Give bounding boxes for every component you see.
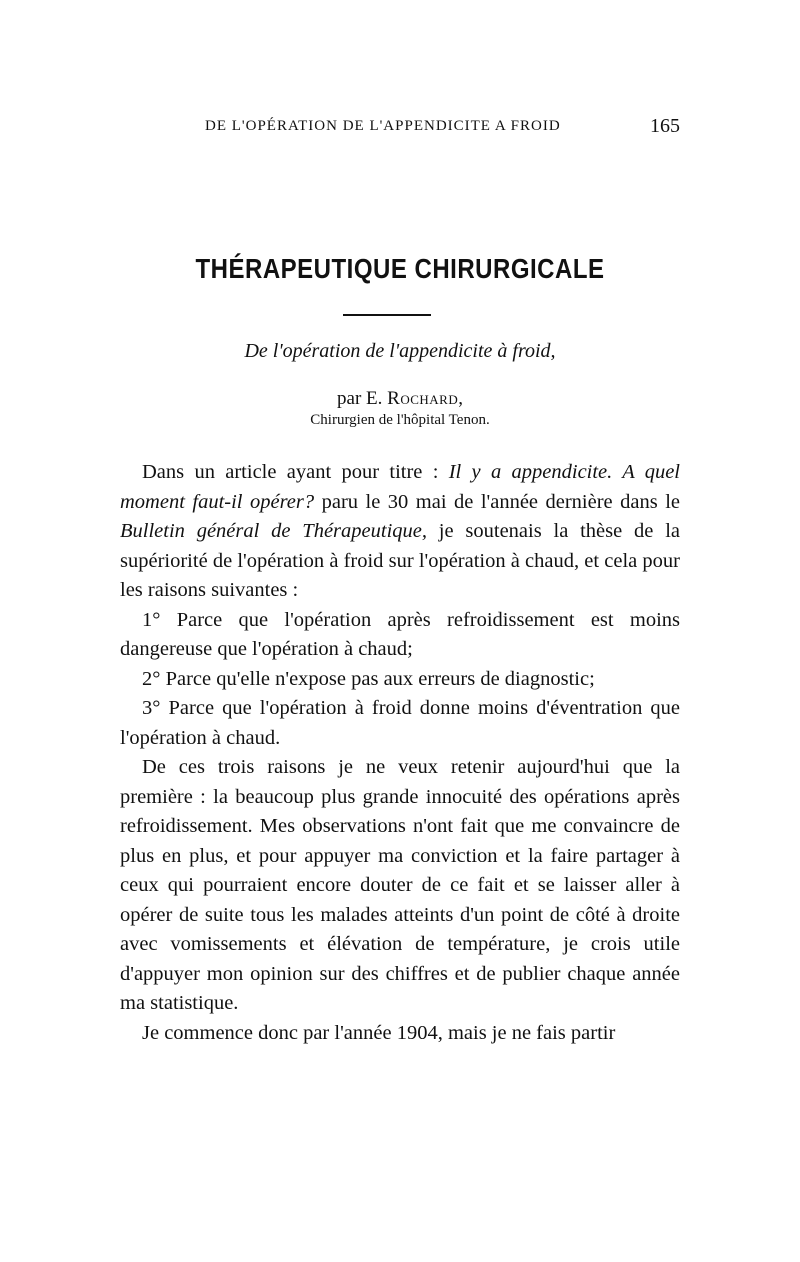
author-name: Rochard	[387, 388, 459, 409]
running-title: DE L'OPÉRATION DE L'APPENDICITE A FROID	[205, 118, 561, 134]
author-line	[120, 388, 680, 410]
body-text	[120, 458, 680, 1048]
author-prefix: par E.	[337, 388, 388, 409]
paragraph-text: je soutenais la thèse de la supériorité de l'opération à froid sur l'opération à chaud, et cela pour les raisons suivantes :	[120, 520, 680, 601]
paragraph-text: Dans un article ayant pour titre :	[142, 461, 449, 483]
paragraph-discussion: De ces trois raisons je ne veux retenir aujourd'hui que la première : la beaucoup plus grande innocuité des opérations après refroidissement. Mes observations n'ont fait que me convaincre de plus en plus, et pour appuyer ma conviction et la faire partager à ceux qui pourraient encore douter de ce fait et se laisser aller à opérer de suite tous les malades atteints d'un point de côté à droite avec vomissements et élévation de température, je crois utile d'appuyer mon opinion sur des chiffres et de publier chaque année ma statistique.	[120, 756, 680, 1014]
reason-2: 2° Parce qu'elle n'expose pas aux erreurs de diagnostic;	[142, 667, 595, 690]
reason-1: 1° Parce que l'opération après refroidissement est moins dangereuse que l'opération à chaud;	[120, 608, 680, 660]
paragraph-text: paru le 30 mai de l'année dernière dans le	[314, 490, 680, 513]
reason-3: 3° Parce que l'opération à froid donne moins d'éventration que l'opération à chaud.	[120, 697, 680, 749]
cited-article-title: Il y a appendicite. A quel moment faut-il opérer?	[120, 461, 680, 513]
cited-journal-title: Bulletin général de Thérapeutique,	[120, 520, 427, 542]
article-title: De l'opération de l'appendicite à froid,	[244, 340, 556, 362]
title-divider	[343, 314, 431, 316]
page-number: 165	[650, 115, 680, 137]
author-role: Chirurgien de l'hôpital Tenon.	[310, 412, 490, 428]
paragraph-intro	[120, 458, 680, 606]
paragraph-continuation: Je commence donc par l'année 1904, mais je ne fais partir	[142, 1021, 616, 1044]
author-suffix: ,	[458, 388, 463, 409]
section-title: THÉRAPEUTIQUE CHIRURGICALE	[195, 253, 605, 285]
